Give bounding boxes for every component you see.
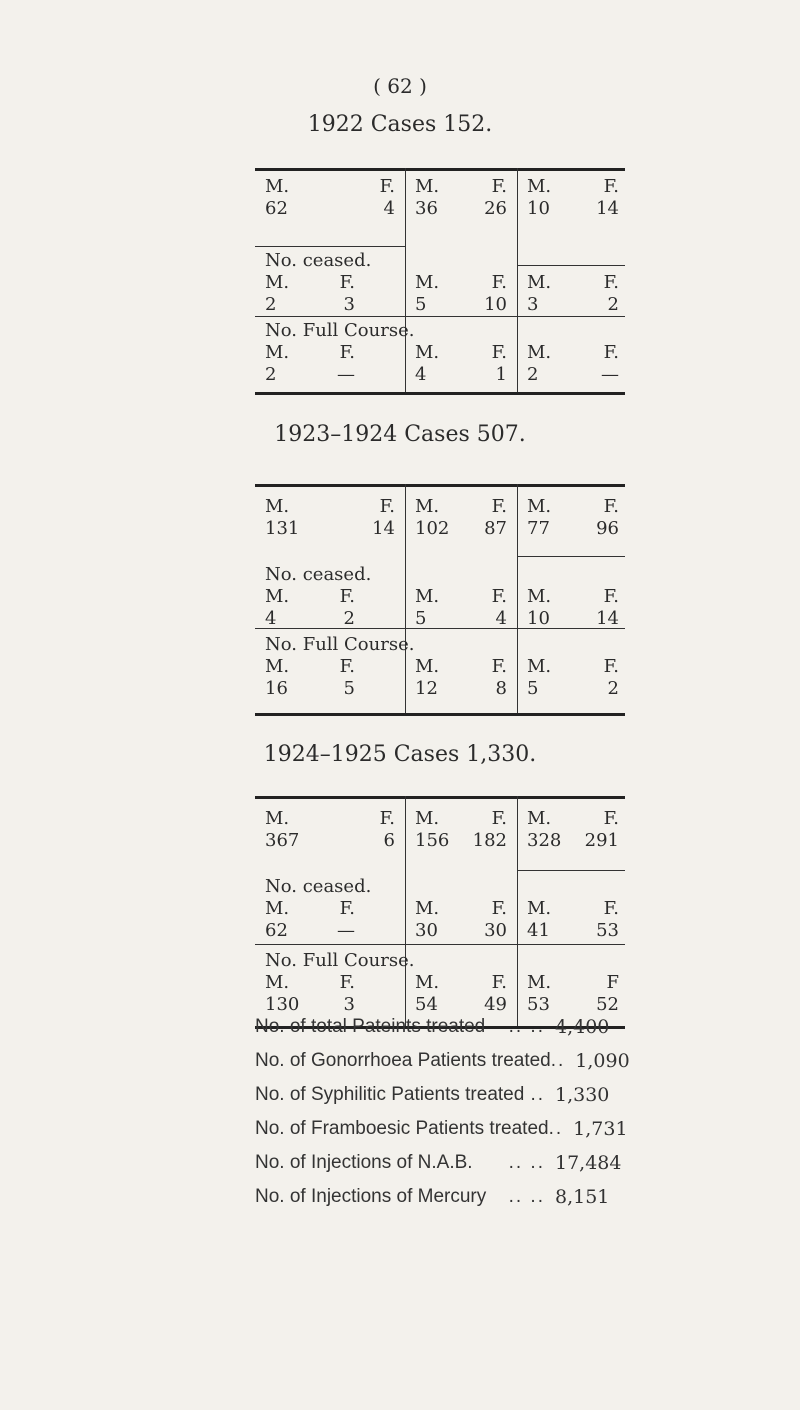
- cell-full-col1: No. Full Course. M. F. 2 —: [265, 320, 415, 385]
- cell-ceased-col2: M. F. 5 4: [415, 586, 507, 629]
- cell-full-col2: M. F. 12 8: [415, 656, 507, 699]
- cell-ceased-col1: No. ceased. M. F. 4 2: [265, 564, 372, 629]
- cell-full-col1: No. Full Course. M. F. 16 5: [265, 634, 415, 699]
- table-1922: [255, 168, 625, 395]
- cell-top-col1: M. F. 367 6: [265, 808, 395, 851]
- table-1924-1925: [255, 796, 625, 1029]
- section-caption-1924-1925: 1924–1925 Cases 1,330.: [263, 742, 537, 767]
- cell-ceased-col1: No. ceased. M. F. 2 3: [265, 250, 372, 315]
- cell-top-col2: M. F. 36 26: [415, 176, 507, 219]
- cell-full-col1: No. Full Course. M. F. 130 3: [265, 950, 415, 1015]
- cell-full-col3: M. F 53 52: [527, 972, 619, 1015]
- summary-list: [255, 1010, 635, 1214]
- cell-full-col2: M. F. 4 1: [415, 342, 507, 385]
- cell-ceased-col2: M. F. 5 10: [415, 272, 507, 315]
- summary-nab-injections: No. of Injections of N.A.B. .. .. 17,484: [255, 1152, 622, 1174]
- section-caption-1923-1924: 1923–1924 Cases 507.: [274, 422, 526, 447]
- cell-top-col3: M. F. 77 96: [527, 496, 619, 539]
- summary-total-patients: No. of total Pateints treated .. .. 4,400: [255, 1016, 610, 1038]
- cell-ceased-col3: M. F. 41 53: [527, 898, 619, 941]
- summary-syphilitic-patients: No. of Syphilitic Patients treated .. 1,330: [255, 1084, 610, 1106]
- cell-top-col2: M. F. 156 182: [415, 808, 507, 851]
- page-number: ( 62 ): [373, 74, 427, 98]
- cell-full-col2: M. F. 54 49: [415, 972, 507, 1015]
- cell-ceased-col2: M. F. 30 30: [415, 898, 507, 941]
- cell-ceased-col3: M. F. 3 2: [527, 272, 619, 315]
- summary-gonorrhoea-patients: No. of Gonorrhoea Patients treated .. 1,090: [255, 1050, 630, 1072]
- cell-top-col2: M. F. 102 87: [415, 496, 507, 539]
- cell-top-col3: M. F. 328 291: [527, 808, 619, 851]
- cell-full-col3: M. F. 5 2: [527, 656, 619, 699]
- cell-ceased-col1: No. ceased. M. F. 62 —: [265, 876, 372, 941]
- cell-top-col1: M. F. 131 14: [265, 496, 395, 539]
- section-caption-1922: 1922 Cases 152.: [307, 112, 493, 137]
- summary-mercury-injections: No. of Injections of Mercury .. .. 8,151: [255, 1186, 610, 1208]
- table-1923-1924: [255, 484, 625, 716]
- cell-ceased-col3: M. F. 10 14: [527, 586, 619, 629]
- cell-top-col1: M. F. 62 4: [265, 176, 395, 219]
- summary-framboesic-patients: No. of Framboesic Patients treated .. 1,731: [255, 1118, 628, 1140]
- cell-top-col3: M. F. 10 14: [527, 176, 619, 219]
- cell-full-col3: M. F. 2 —: [527, 342, 619, 385]
